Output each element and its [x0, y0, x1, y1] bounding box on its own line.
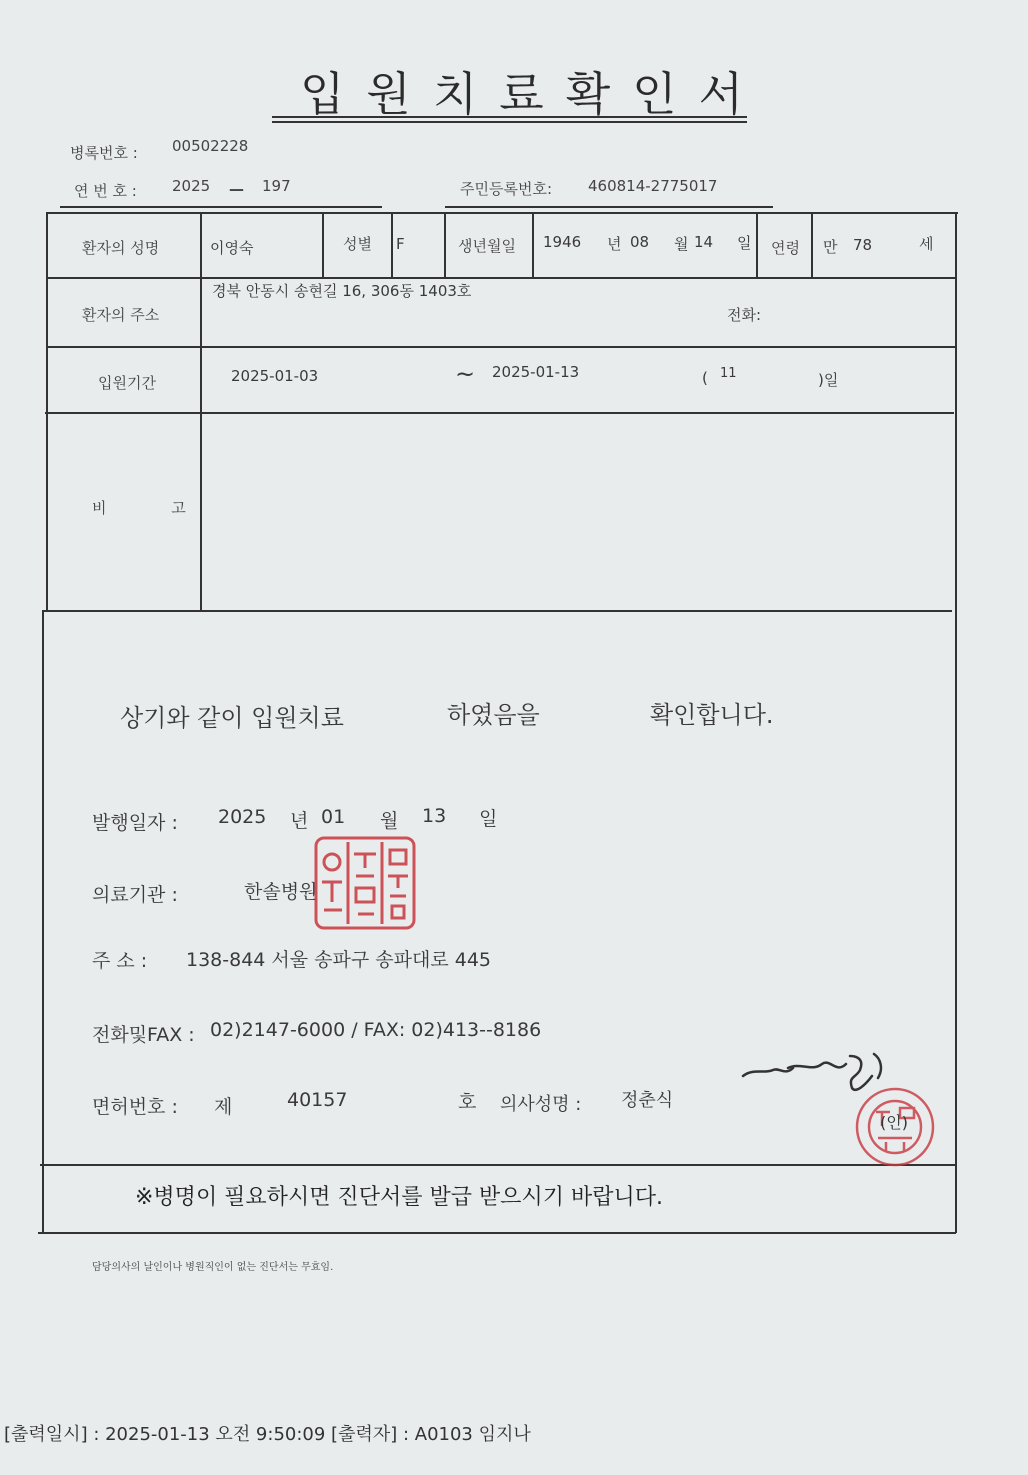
license-prefix: 제 — [214, 1096, 233, 1118]
days-close: )일 — [818, 371, 839, 389]
table-row-line-4 — [44, 610, 952, 612]
license-suffix: 호 — [458, 1091, 477, 1113]
seal-mark: (인) — [880, 1113, 908, 1132]
record-number: 00502228 — [172, 137, 249, 155]
hospital-seal-stamp — [312, 832, 420, 934]
admission-days: 11 — [720, 366, 737, 381]
phone-label: 전화: — [727, 306, 762, 324]
institution-name: 한솔병원 — [244, 881, 318, 903]
record-number-label: 병록번호 : — [70, 144, 138, 162]
resident-underline — [445, 206, 773, 208]
sex-value: F — [396, 235, 405, 253]
remarks-label: 비 고 — [92, 499, 216, 517]
serial-dash: — — [229, 180, 244, 198]
sex-label-divider — [391, 212, 393, 278]
period-separator: ~ — [455, 360, 476, 388]
serial-year: 2025 — [172, 177, 211, 195]
hospital-phone: 02)2147-6000 / FAX: 02)413--8186 — [210, 1019, 542, 1041]
patient-name: 이영숙 — [210, 239, 254, 257]
table-left-border-lower — [42, 610, 44, 1233]
confirm-text-1: 상기와 같이 입원치료 — [120, 704, 344, 732]
sex-divider — [444, 212, 446, 278]
issue-month-unit: 월 — [380, 810, 399, 832]
birth-label: 생년월일 — [458, 237, 516, 255]
table-right-border — [955, 212, 957, 1233]
admission-period-label: 입원기간 — [98, 374, 156, 392]
label-column-divider — [200, 212, 202, 612]
birth-month: 08 — [630, 233, 650, 251]
birth-day-unit: 일 — [737, 234, 752, 252]
table-row-line-2 — [46, 346, 955, 348]
resident-number: 460814-2775017 — [588, 177, 718, 195]
name-divider — [322, 212, 324, 278]
title-underline-2 — [272, 121, 747, 123]
birth-divider — [756, 212, 758, 278]
birth-year-unit: 년 — [607, 235, 622, 253]
issue-day-unit: 일 — [479, 808, 498, 830]
license-number: 40157 — [287, 1089, 348, 1111]
admission-end: 2025-01-13 — [492, 363, 580, 381]
admission-start: 2025-01-03 — [231, 367, 319, 385]
print-info: [출력일시] : 2025-01-13 오전 9:50:09 [출력자] : A0103 임지나 — [4, 1424, 531, 1445]
disclaimer-text: 담당의사의 날인이나 병원직인이 없는 진단서는 무효임. — [92, 1262, 334, 1273]
confirm-text-2: 하였음을 — [447, 701, 540, 729]
table-row-line-1 — [46, 277, 956, 279]
serial-number: 197 — [262, 177, 291, 195]
doctor-label: 의사성명 : — [500, 1094, 582, 1115]
serial-label: 연 번 호 : — [74, 182, 137, 200]
patient-address: 경북 안동시 송현길 16, 306동 1403호 — [212, 282, 472, 300]
confirm-text-3: 확인합니다. — [650, 701, 774, 729]
patient-name-label: 환자의 성명 — [82, 239, 160, 257]
age-unit: 세 — [919, 235, 934, 253]
issue-date-label: 발행일자 : — [92, 812, 178, 834]
issue-year-unit: 년 — [290, 810, 309, 832]
table-left-border — [46, 212, 48, 612]
table-top-border — [46, 212, 958, 214]
hospital-address-label: 주 소 : — [92, 950, 148, 972]
age-prefix: 만 — [823, 238, 838, 256]
title-underline — [272, 116, 747, 118]
doctor-name: 정춘식 — [621, 1090, 674, 1111]
resident-number-label: 주민등록번호: — [460, 180, 552, 198]
age-label: 연령 — [771, 239, 800, 257]
birth-day: 14 — [694, 233, 714, 251]
birth-label-divider — [532, 212, 534, 278]
license-label: 면허번호 : — [92, 1096, 178, 1118]
notice-top-border — [40, 1164, 956, 1166]
hospital-address: 138-844 서울 송파구 송파대로 445 — [186, 949, 491, 971]
issue-year: 2025 — [218, 806, 267, 828]
address-label: 환자의 주소 — [82, 306, 160, 324]
age-value: 78 — [853, 236, 873, 254]
document-title: 입원치료확인서 — [300, 67, 766, 121]
issue-day: 13 — [422, 805, 447, 827]
notice-text: ※병명이 필요하시면 진단서를 발급 받으시기 바랍니다. — [135, 1185, 663, 1210]
issue-month: 01 — [321, 806, 346, 828]
birth-month-unit: 월 — [674, 235, 689, 253]
table-bottom-border — [38, 1232, 956, 1234]
table-row-line-3 — [45, 412, 954, 414]
hospital-phone-label: 전화및FAX : — [92, 1024, 195, 1046]
serial-underline — [60, 206, 382, 208]
institution-label: 의료기관 : — [92, 884, 178, 906]
sex-label: 성별 — [343, 235, 372, 253]
age-label-divider — [811, 212, 813, 278]
birth-year: 1946 — [543, 233, 582, 251]
days-open-paren: ( — [702, 369, 708, 387]
